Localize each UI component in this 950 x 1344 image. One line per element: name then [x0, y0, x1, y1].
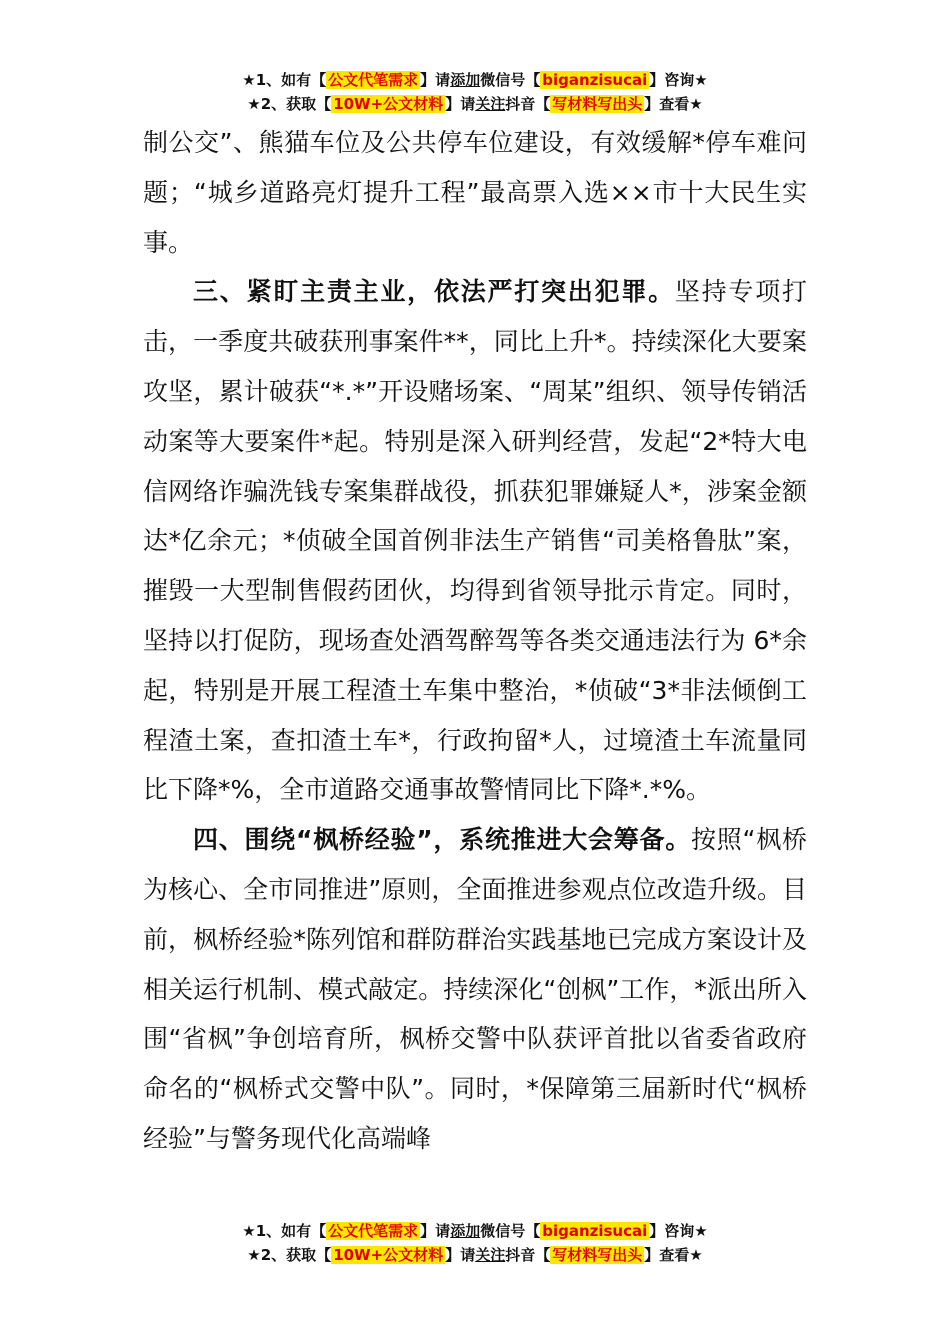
banner-highlight: 写材料写出头	[552, 95, 643, 113]
banner-text: ★2、获取【	[247, 95, 332, 113]
banner-underlined: 关注	[475, 1246, 506, 1264]
banner-text: 】查看★	[644, 95, 703, 113]
banner-text: 微信号【	[480, 71, 541, 89]
bottom-banner-line-2	[0, 1243, 950, 1267]
banner-underlined: 添加	[450, 71, 481, 89]
top-banner-line-2	[0, 92, 950, 116]
section-text: 坚持专项打击，一季度共破获刑事案件**，同比上升*。持续深化大要案攻坚，累计破获“*.*”开设赌场案、“周某”组织、领导传销活动案等大要案件*起。特别是深入研判经营，发起“2*特大电信网络诈骗洗钱专案集群战役，抓获犯罪嫌疑人*，涉案金额达*亿余元；*侦破全国首例非法生产销售“司美格鲁肽”案，摧毁一大型制售假药团伙，均得到省领导批示肯定。同时，坚持以打促防，现场查处酒驾醉驾等各类交通违法行为 6*余起，特别是开展工程渣土车集中整治，*侦破“3*非法倾倒工程渣土案，查扣渣土车*，行政拘留*人，过境渣土车流量同比下降*%，全市道路交通事故警情同比下降*.*%。	[143, 277, 807, 805]
section-heading: 三、紧盯主责主业，依法严打突出犯罪。	[193, 277, 675, 307]
banner-text: 】查看★	[644, 1246, 703, 1264]
section-text: 按照“枫桥为核心、全市同推进”原则，全面推进参观点位改造升级。目前，枫桥经验*陈列馆和群防群治实践基地已完成方案设计及相关运行机制、模式敲定。持续深化“创枫”工作，*派出所入围“省枫”争创培育所，枫桥交警中队获评首批以省委省政府命名的“枫桥式交警中队”。同时，*保障第三届新时代“枫桥经验”与警务现代化高端峰	[143, 825, 807, 1153]
paragraph-section-3	[143, 267, 807, 815]
banner-text: ★1、如有【	[242, 1222, 327, 1240]
banner-text: 】咨询★	[649, 71, 708, 89]
banner-text: ★2、获取【	[247, 1246, 332, 1264]
bottom-banner-line-1	[0, 1219, 950, 1243]
banner-text: 】咨询★	[649, 1222, 708, 1240]
banner-text: 】请	[420, 1222, 451, 1240]
paragraph-section-4	[143, 815, 807, 1164]
top-banner-line-1	[0, 68, 950, 92]
document-body	[143, 118, 807, 1164]
section-heading: 四、围绕“枫桥经验”，系统推进大会筹备。	[193, 825, 692, 855]
banner-highlight: biganzisucai	[542, 71, 648, 89]
banner-highlight: 公文代笔需求	[328, 71, 419, 89]
banner-highlight: biganzisucai	[542, 1222, 648, 1240]
banner-underlined: 关注	[475, 95, 506, 113]
banner-highlight: 10W+公文材料	[333, 1246, 444, 1264]
paragraph-continuation: 制公交”、熊猫车位及公共停车位建设，有效缓解*停车难问题；“城乡道路亮灯提升工程”最高票入选××市十大民生实事。	[143, 128, 807, 257]
banner-text: 】请	[445, 95, 476, 113]
banner-highlight: 公文代笔需求	[328, 1222, 419, 1240]
banner-text: 抖音【	[505, 95, 551, 113]
banner-text: 】请	[445, 1246, 476, 1264]
banner-text: 】请	[420, 71, 451, 89]
banner-highlight: 写材料写出头	[552, 1246, 643, 1264]
banner-underlined: 添加	[450, 1222, 481, 1240]
banner-text: 微信号【	[480, 1222, 541, 1240]
banner-text: 抖音【	[505, 1246, 551, 1264]
banner-highlight: 10W+公文材料	[333, 95, 444, 113]
banner-text: ★1、如有【	[242, 71, 327, 89]
